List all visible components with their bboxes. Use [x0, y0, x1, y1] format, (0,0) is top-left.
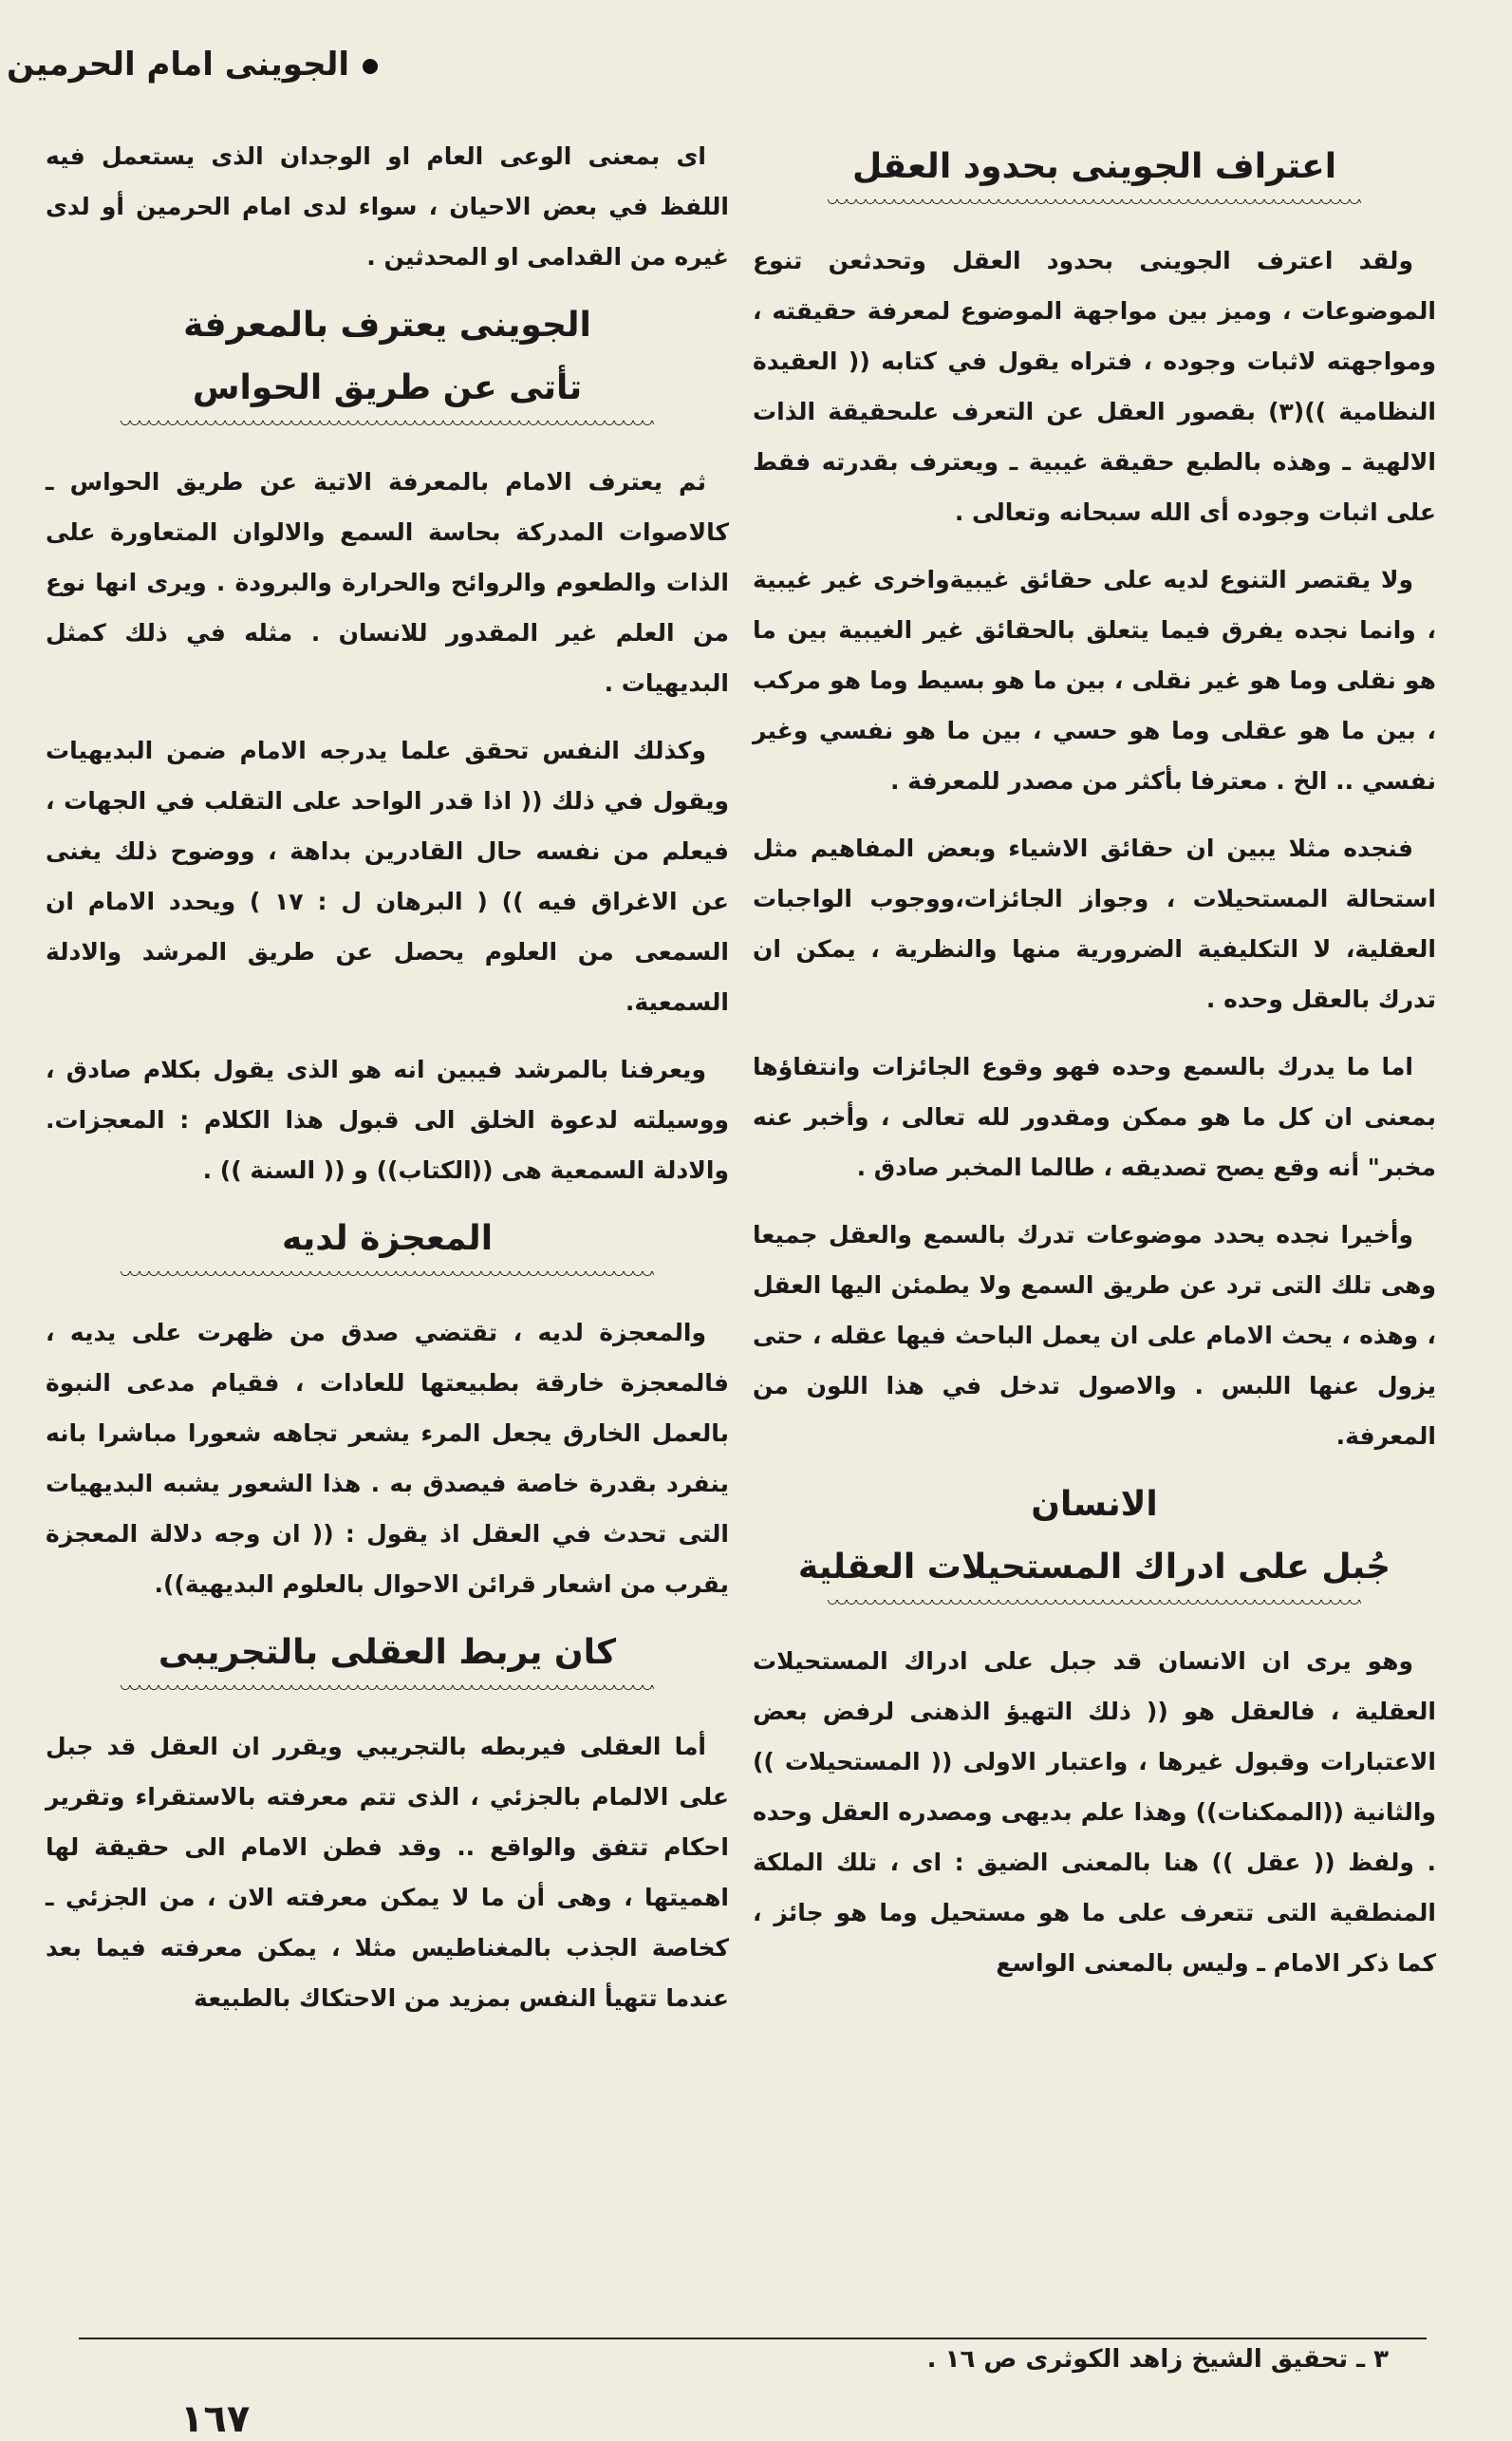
footnote: ٣ ـ تحقيق الشيخ زاهد الكوثرى ص ١٦ .	[926, 2345, 1389, 2374]
left-column	[46, 131, 729, 2040]
bullet-icon	[363, 59, 378, 74]
left-paragraph: أما العقلى فيربطه بالتجريبي ويقرر ان العقل قد جبل على الالمام بالجزئي ، الذى تتم معرفته بالاستقراء وتقرير احكام تتفق والواقع .. وقد فطن الامام الى حقيقة لها اهميتها ، وهى أن ما لا يمكن معرفته الان ، من الجزئي ـ كخاصة الجذب بالمغناطيس مثلا ، يمكن معرفته فيما بعد عندما تتهيأ النفس بمزيد من الاحتكاك بالطبيعة	[46, 1733, 729, 2012]
right-paragraph: اما ما يدرك بالسمع وحده فهو وقوع الجائزات وانتفاؤها بمعنى ان كل ما هو ممكن ومقدور لله تعالى ، وأخبر عنه مخبر" أنه وقع يصح تصديقه ، طالما المخبر صادق .	[753, 1053, 1436, 1181]
left-paragraph: ويعرفنا بالمرشد فيبين انه هو الذى يقول بكلام صادق ، ووسيلته لدعوة الخلق الى قبول هذا الكلام : المعجزات. والادلة السمعية هى ((الكتاب)) و (( السنة )) .	[46, 1056, 729, 1184]
right-column	[753, 131, 1436, 2005]
left-paragraph: اى بمعنى الوعى العام او الوجدان الذى يستعمل فيه اللفظ في بعض الاحيان ، سواء لدى امام الحرمين أو لدى غيره من القدامى او المحدثين .	[46, 142, 729, 271]
right-paragraph: وأخيرا نجده يحدد موضوعات تدرك بالسمع والعقل جميعا وهى تلك التى ترد عن طريق السمع ولا يطمئن اليها العقل ، وهذه ، يحث الامام على ان يعمل الباحث فيها عقله ، حتى يزول عنها اللبس . والاصول تدخل في هذا اللون من المعرفة.	[753, 1221, 1436, 1450]
running-header-text: الجوينى امام الحرمين	[7, 46, 349, 84]
wavy-underline	[828, 199, 1361, 209]
right-paragraph: ولقد اعترف الجوينى بحدود العقل وتحدثعن تنوع الموضوعات ، وميز بين مواجهة الموضوع لمعرفة حقيقته ، ومواجهته لاثبات وجوده ، فتراه يقول في كتابه (( العقيدة النظامية ))(٣) بقصور العقل عن التعرف علىحقيقة الذات الالهية ـ وهذه بالطبع حقيقة غيبية ـ ويعترف بقدرته فقط على اثبات وجوده أى الله سبحانه وتعالى .	[753, 247, 1436, 526]
right-section-heading: جُبل على ادراك المستحيلات العقلية	[797, 1548, 1391, 1587]
footnote-rule	[79, 2338, 1427, 2339]
left-section-heading: المعجزة لديه	[281, 1219, 494, 1258]
running-header	[7, 46, 378, 84]
page-number: ١٦٧	[180, 2397, 251, 2441]
wavy-underline	[121, 1685, 654, 1695]
left-section-heading: كان يربط العقلى بالتجريبى	[158, 1633, 617, 1672]
left-section-heading: تأتى عن طريق الحواس	[192, 368, 583, 407]
left-paragraph: والمعجزة لديه ، تقتضي صدق من ظهرت على يديه ، فالمعجزة خارقة بطبيعتها للعادات ، فقيام مدعى النبوة بالعمل الخارق يجعل المرء يشعر تجاهه شعورا مباشرا بانه ينفرد بقدرة خاصة فيصدق به . هذا الشعور يشبه البديهيات التى تحدث في العقل اذ يقول : (( ان وجه دلالة المعجزة يقرب من اشعار قرائن الاحوال بالعلوم البديهية)).	[46, 1319, 729, 1598]
right-paragraph: ولا يقتصر التنوع لديه على حقائق غيبيةواخرى غير غيبية ، وانما نجده يفرق فيما يتعلق بالحقائق غير الغيبية بين ما هو نقلى وما هو غير نقلى ، بين ما هو بسيط وما هو مركب ، بين ما هو عقلى وما هو حسي ، بين ما هو نفسي وغير نفسي .. الخ . معترفا بأكثر من مصدر للمعرفة .	[753, 566, 1436, 795]
right-section-heading: الانسان	[1031, 1485, 1158, 1524]
right-section-heading: اعتراف الجوينى بحدود العقل	[851, 147, 1337, 186]
right-paragraph: فنجده مثلا يبين ان حقائق الاشياء وبعض المفاهيم مثل استحالة المستحيلات ، وجواز الجائزات،ووجوب الواجبات العقلية، لا التكليفية الضرورية منها والنظرية ، يمكن ان تدرك بالعقل وحده .	[753, 835, 1436, 1013]
wavy-underline	[121, 421, 654, 430]
wavy-underline	[828, 1600, 1361, 1609]
left-section-heading: الجوينى يعترف بالمعرفة	[183, 306, 591, 345]
wavy-underline	[121, 1271, 654, 1281]
right-paragraph: وهو يرى ان الانسان قد جبل على ادراك المستحيلات العقلية ، فالعقل هو (( ذلك التهيؤ الذهنى لرفض بعض الاعتبارات وقبول غيرها ، واعتبار الاولى (( المستحيلات )) والثانية ((الممكنات)) وهذا علم بديهى ومصدره العقل وحده . ولفظ (( عقل )) هنا بالمعنى الضيق : اى ، تلك الملكة المنطقية التى تتعرف على ما هو مستحيل وما هو جائز ، كما ذكر الامام ـ وليس بالمعنى الواسع	[753, 1647, 1436, 1977]
left-paragraph: وكذلك النفس تحقق علما يدرجه الامام ضمن البديهيات ويقول في ذلك (( اذا قدر الواحد على التقلب في الجهات ، فيعلم من نفسه حال القادرين بداهة ، ووضوح ذلك يغنى عن الاغراق فيه )) ( البرهان ل : ١٧ ) ويحدد الامام ان السمعى من العلوم يحصل عن طريق المرشد والادلة السمعية.	[46, 737, 729, 1016]
left-paragraph: ثم يعترف الامام بالمعرفة الاتية عن طريق الحواس ـ كالاصوات المدركة بحاسة السمع والالوان المتعاورة على الذات والطعوم والروائح والحرارة والبرودة . ويرى انها نوع من العلم غير المقدور للانسان . مثله في ذلك كمثل البديهيات .	[46, 468, 729, 697]
